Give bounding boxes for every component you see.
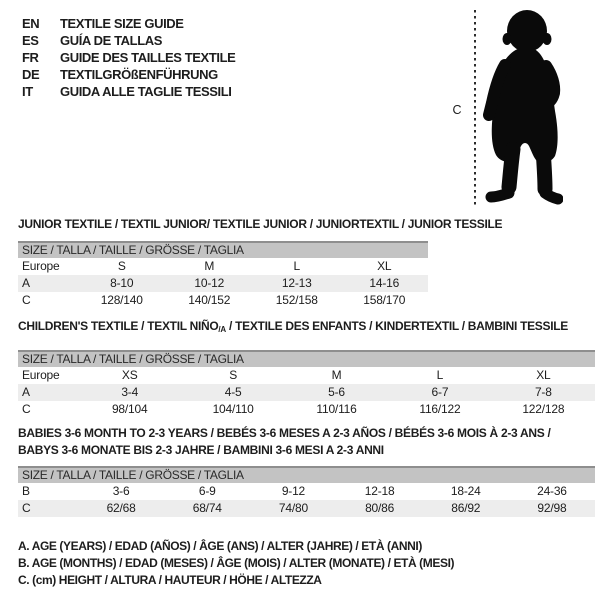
babies-title-line2: BABYS 3-6 MONATE BIS 2-3 JAHRE / BAMBINI 3-6 MESI A 2-3 ANNI (18, 443, 384, 457)
language-row-en (22, 15, 235, 32)
language-row-es (22, 32, 235, 49)
table-row (18, 401, 595, 418)
cell-value: 24-36 (537, 484, 567, 498)
row-label: Europe (22, 259, 60, 273)
cell-value: XS (121, 368, 138, 382)
cell-value: 8-10 (110, 276, 134, 290)
cell-value: 7-8 (534, 385, 552, 399)
language-row-it (22, 83, 235, 100)
cell-value: 62/68 (106, 501, 136, 515)
cell-value: S (229, 368, 238, 382)
footnote-age-months: B. AGE (MONTHS) / EDAD (MESES) / ÂGE (MOIS) / ALTER (MONATE) / ETÀ (MESI) (18, 556, 455, 570)
babies-section-title (18, 425, 550, 459)
dotted-height-line (474, 10, 476, 208)
cell-value: 68/74 (192, 501, 222, 515)
language-code: FR (22, 50, 39, 65)
row-label: C (22, 293, 31, 307)
cell-value: 3-4 (121, 385, 139, 399)
toddler-silhouette-icon (483, 9, 563, 205)
cell-value: 3-6 (112, 484, 130, 498)
height-reference-figure (440, 0, 600, 218)
row-label: C (22, 501, 31, 515)
table-size-header: SIZE / TALLA / TAILLE / GRÖSSE / TAGLIA (18, 466, 595, 483)
cell-value: 116/122 (419, 402, 461, 416)
footnote-height-cm: C. (cm) HEIGHT / ALTURA / HAUTEUR / HÖHE / ALTEZZA (18, 573, 322, 587)
children-title-text: / TEXTILE DES ENFANTS / KINDERTEXTIL / BAMBINI TESSILE (226, 319, 568, 333)
row-label: C (22, 402, 31, 416)
cell-value: 152/158 (275, 293, 318, 307)
children-section-title (18, 319, 568, 337)
language-code: EN (22, 16, 40, 31)
language-row-fr (22, 49, 235, 66)
junior-size-table (18, 241, 428, 309)
cell-value: 6-7 (431, 385, 449, 399)
cell-value: 74/80 (278, 501, 308, 515)
row-label: A (22, 385, 30, 399)
language-row-de (22, 66, 235, 83)
cell-value: 104/110 (212, 402, 254, 416)
language-title: GUIDE DES TAILLES TEXTILE (60, 50, 236, 65)
children-size-table (18, 350, 595, 418)
cell-value: 6-9 (198, 484, 216, 498)
cell-value: 12-18 (364, 484, 395, 498)
cell-value: 110/116 (316, 402, 357, 416)
cell-value: 128/140 (100, 293, 143, 307)
table-row (18, 483, 595, 500)
language-title-list (22, 15, 235, 100)
cell-value: 140/152 (188, 293, 231, 307)
language-title: TEXTILGRÖßENFÜHRUNG (60, 67, 218, 82)
table-row (18, 258, 428, 275)
cell-value: 80/86 (365, 501, 395, 515)
cell-value: 10-12 (194, 276, 225, 290)
cell-value: 12-13 (281, 276, 312, 290)
cell-value: L (436, 368, 444, 382)
children-title-subscript: /A (218, 325, 226, 334)
cell-value: 4-5 (224, 385, 242, 399)
table-row (18, 275, 428, 292)
babies-title-line1: BABIES 3-6 MONTH TO 2-3 YEARS / BEBÉS 3-6 MESES A 2-3 AÑOS / BÉBÉS 3-6 MOIS À 2-3 ANS / (18, 426, 551, 440)
language-code: ES (22, 33, 39, 48)
table-size-header: SIZE / TALLA / TAILLE / GRÖSSE / TAGLIA (18, 241, 428, 258)
table-row (18, 292, 428, 309)
cell-value: XL (536, 368, 551, 382)
footnote-age-years: A. AGE (YEARS) / EDAD (AÑOS) / ÂGE (ANS) / ALTER (JAHRE) / ETÀ (ANNI) (18, 539, 422, 553)
height-measure-label: C (452, 103, 462, 117)
cell-value: 92/98 (537, 501, 567, 515)
language-code: IT (22, 84, 33, 99)
language-title: GUÍA DE TALLAS (60, 33, 163, 48)
language-title: GUIDA ALLE TAGLIE TESSILI (60, 84, 232, 99)
table-row (18, 367, 595, 384)
cell-value: 14-16 (369, 276, 400, 290)
junior-section-title: JUNIOR TEXTILE / TEXTIL JUNIOR/ TEXTILE JUNIOR / JUNIORTEXTIL / JUNIOR TESSILE (18, 217, 503, 231)
table-row (18, 500, 595, 517)
legend-footnotes (18, 538, 454, 589)
row-label: Europe (22, 368, 60, 382)
cell-value: L (293, 259, 300, 273)
cell-value: 98/104 (111, 402, 148, 416)
cell-value: 9-12 (281, 484, 306, 498)
children-title-text: CHILDREN'S TEXTILE / TEXTIL NIÑO (18, 319, 219, 333)
cell-value: M (204, 259, 215, 273)
cell-value: XL (377, 259, 392, 273)
row-label: A (22, 276, 30, 290)
cell-value: 5-6 (328, 385, 345, 399)
babies-size-table (18, 466, 595, 517)
cell-value: 18-24 (450, 484, 481, 498)
cell-value: 122/128 (522, 402, 565, 416)
language-code: DE (22, 67, 40, 82)
table-row (18, 384, 595, 401)
row-label: B (22, 484, 30, 498)
cell-value: 86/92 (451, 501, 481, 515)
cell-value: M (331, 368, 342, 382)
cell-value: 158/170 (363, 293, 406, 307)
language-title: TEXTILE SIZE GUIDE (60, 16, 184, 31)
table-size-header: SIZE / TALLA / TAILLE / GRÖSSE / TAGLIA (18, 350, 595, 367)
cell-value: S (117, 259, 126, 273)
